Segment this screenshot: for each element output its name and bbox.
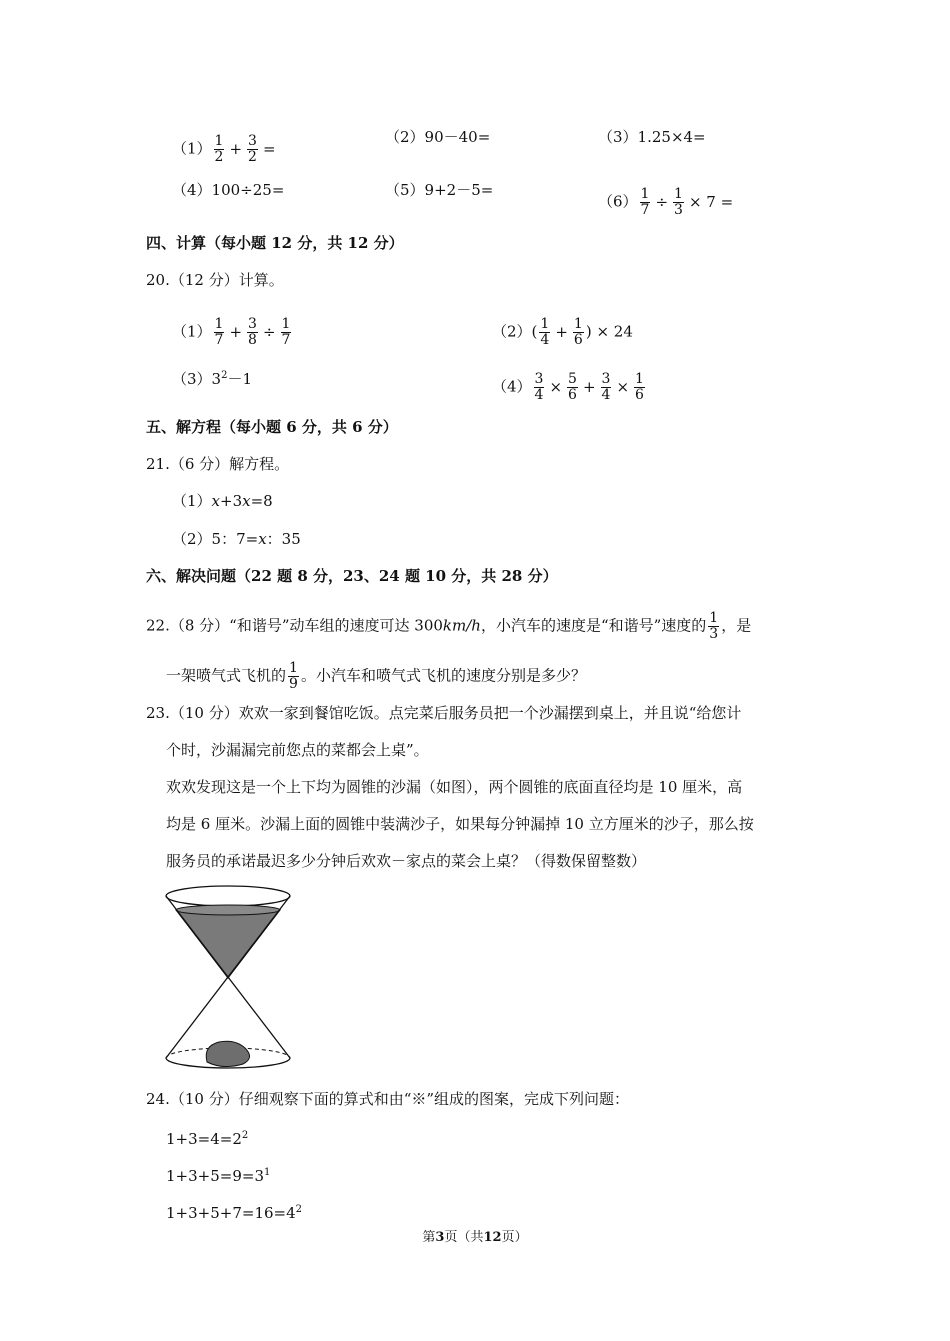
question-22-line-1: 22.（8 分）“和谐号”动车组的速度可达 300km/h，小汽车的速度是“和谐号”速度的 $\frac{1}{3}$ ，是 — [146, 610, 752, 642]
pattern-row-3: $1+3+5+7=16=4^2$ — [166, 1204, 303, 1222]
section-heading-4: 四、计算（每小题 12 分，共 12 分） — [146, 234, 404, 252]
fraction: $\frac{1}{7}$ — [281, 316, 291, 348]
oral-item-5: （5）9+2－5= — [385, 181, 494, 199]
fraction: $\frac{1}{6}$ — [573, 316, 583, 348]
fraction: $\frac{1}{6}$ — [635, 371, 644, 403]
calc-item-4: （4） $\frac{3}{4}$ × $\frac{5}{6}$ + $\frac{3}{4}$ × $\frac{1}{6}$ — [492, 371, 644, 403]
question-23-line-5: 服务员的承诺最迟多少分钟后欢欢－家点的菜会上桌？（得数保留整数） — [166, 852, 647, 870]
section-heading-5: 五、解方程（每小题 6 分，共 6 分） — [146, 418, 398, 436]
question-24-line-1: 24.（10 分）仔细观察下面的算式和由“※”组成的图案，完成下列问题： — [146, 1090, 630, 1108]
sand-pile — [206, 1041, 249, 1066]
fraction: $\frac{3}{4}$ — [534, 371, 544, 403]
question-21: 21.（6 分）解方程。 — [146, 455, 290, 473]
equation-1: （1）x+3x=8 — [172, 492, 273, 510]
calc-item-1: （1） $\frac{1}{7}$ + $\frac{3}{8}$ ÷ $\frac{1}{7}$ — [172, 316, 291, 348]
question-20: 20.（12 分）计算。 — [146, 271, 284, 289]
page-footer: 第3页（共12页） — [422, 1230, 528, 1245]
fraction: $\frac{1}{9}$ — [289, 660, 298, 692]
fraction: $\frac{1}{3}$ — [709, 610, 719, 642]
fraction: $\frac{5}{6}$ — [568, 371, 577, 403]
calc-item-2: （2）( $\frac{1}{4}$ + $\frac{1}{6}$ ) × 24 — [492, 316, 633, 348]
oral-item-2: （2）90－40= — [385, 128, 491, 146]
question-22-line-2: 一架喷气式飞机的 $\frac{1}{9}$ 。小汽车和喷气式飞机的速度分别是多少？ — [166, 660, 586, 692]
sand-surface — [176, 905, 280, 915]
top-base-ellipse — [166, 886, 290, 906]
question-23-line-4: 均是 6 厘米。沙漏上面的圆锥中装满沙子，如果每分钟漏掉 10 立方厘米的沙子，那么按 — [166, 815, 754, 833]
fraction: $\frac{3}{4}$ — [601, 371, 611, 403]
oral-item-4: （4）100÷25= — [172, 181, 285, 199]
question-23-line-1: 23.（10 分）欢欢一家到餐馆吃饭。点完菜后服务员把一个沙漏摆到桌上，并且说“给您计 — [146, 704, 742, 722]
oral-item-1: （1） $\frac{1}{2}$ + $\frac{3}{2}$ = — [172, 133, 276, 165]
sand-top — [176, 907, 280, 978]
fraction: $\frac{3}{8}$ — [248, 316, 257, 348]
fraction: $\frac{1}{7}$ — [640, 186, 650, 218]
question-23-line-3: 欢欢发现这是一个上下均为圆锥的沙漏（如图），两个圆锥的底面直径均是 10 厘米，高 — [166, 778, 743, 796]
oral-item-3: （3）1.25×4= — [598, 128, 706, 146]
question-23-line-2: 个时，沙漏漏完前您点的菜都会上桌”。 — [166, 741, 429, 759]
fraction: $\frac{1}{4}$ — [540, 316, 550, 348]
pattern-row-2: $1+3+5=9=3^1$ — [166, 1167, 271, 1185]
fraction: $\frac{1}{2}$ — [214, 133, 224, 165]
calc-item-3: $(3)3^2-1$ — [172, 370, 253, 388]
pattern-row-1: $1+3=4=2^2$ — [166, 1130, 249, 1148]
fraction: $\frac{1}{3}$ — [674, 186, 683, 218]
hourglass-figure — [163, 882, 293, 1072]
fraction: $\frac{3}{2}$ — [248, 133, 257, 165]
fraction: $\frac{1}{7}$ — [214, 316, 224, 348]
section-heading-6: 六、解决问题（22 题 8 分，23、24 题 10 分，共 28 分） — [146, 567, 558, 585]
oral-item-6: （6） $\frac{1}{7}$ ÷ $\frac{1}{3}$ × 7 = — [598, 186, 734, 218]
equation-2: （2）5：7=x：35 — [172, 530, 301, 548]
